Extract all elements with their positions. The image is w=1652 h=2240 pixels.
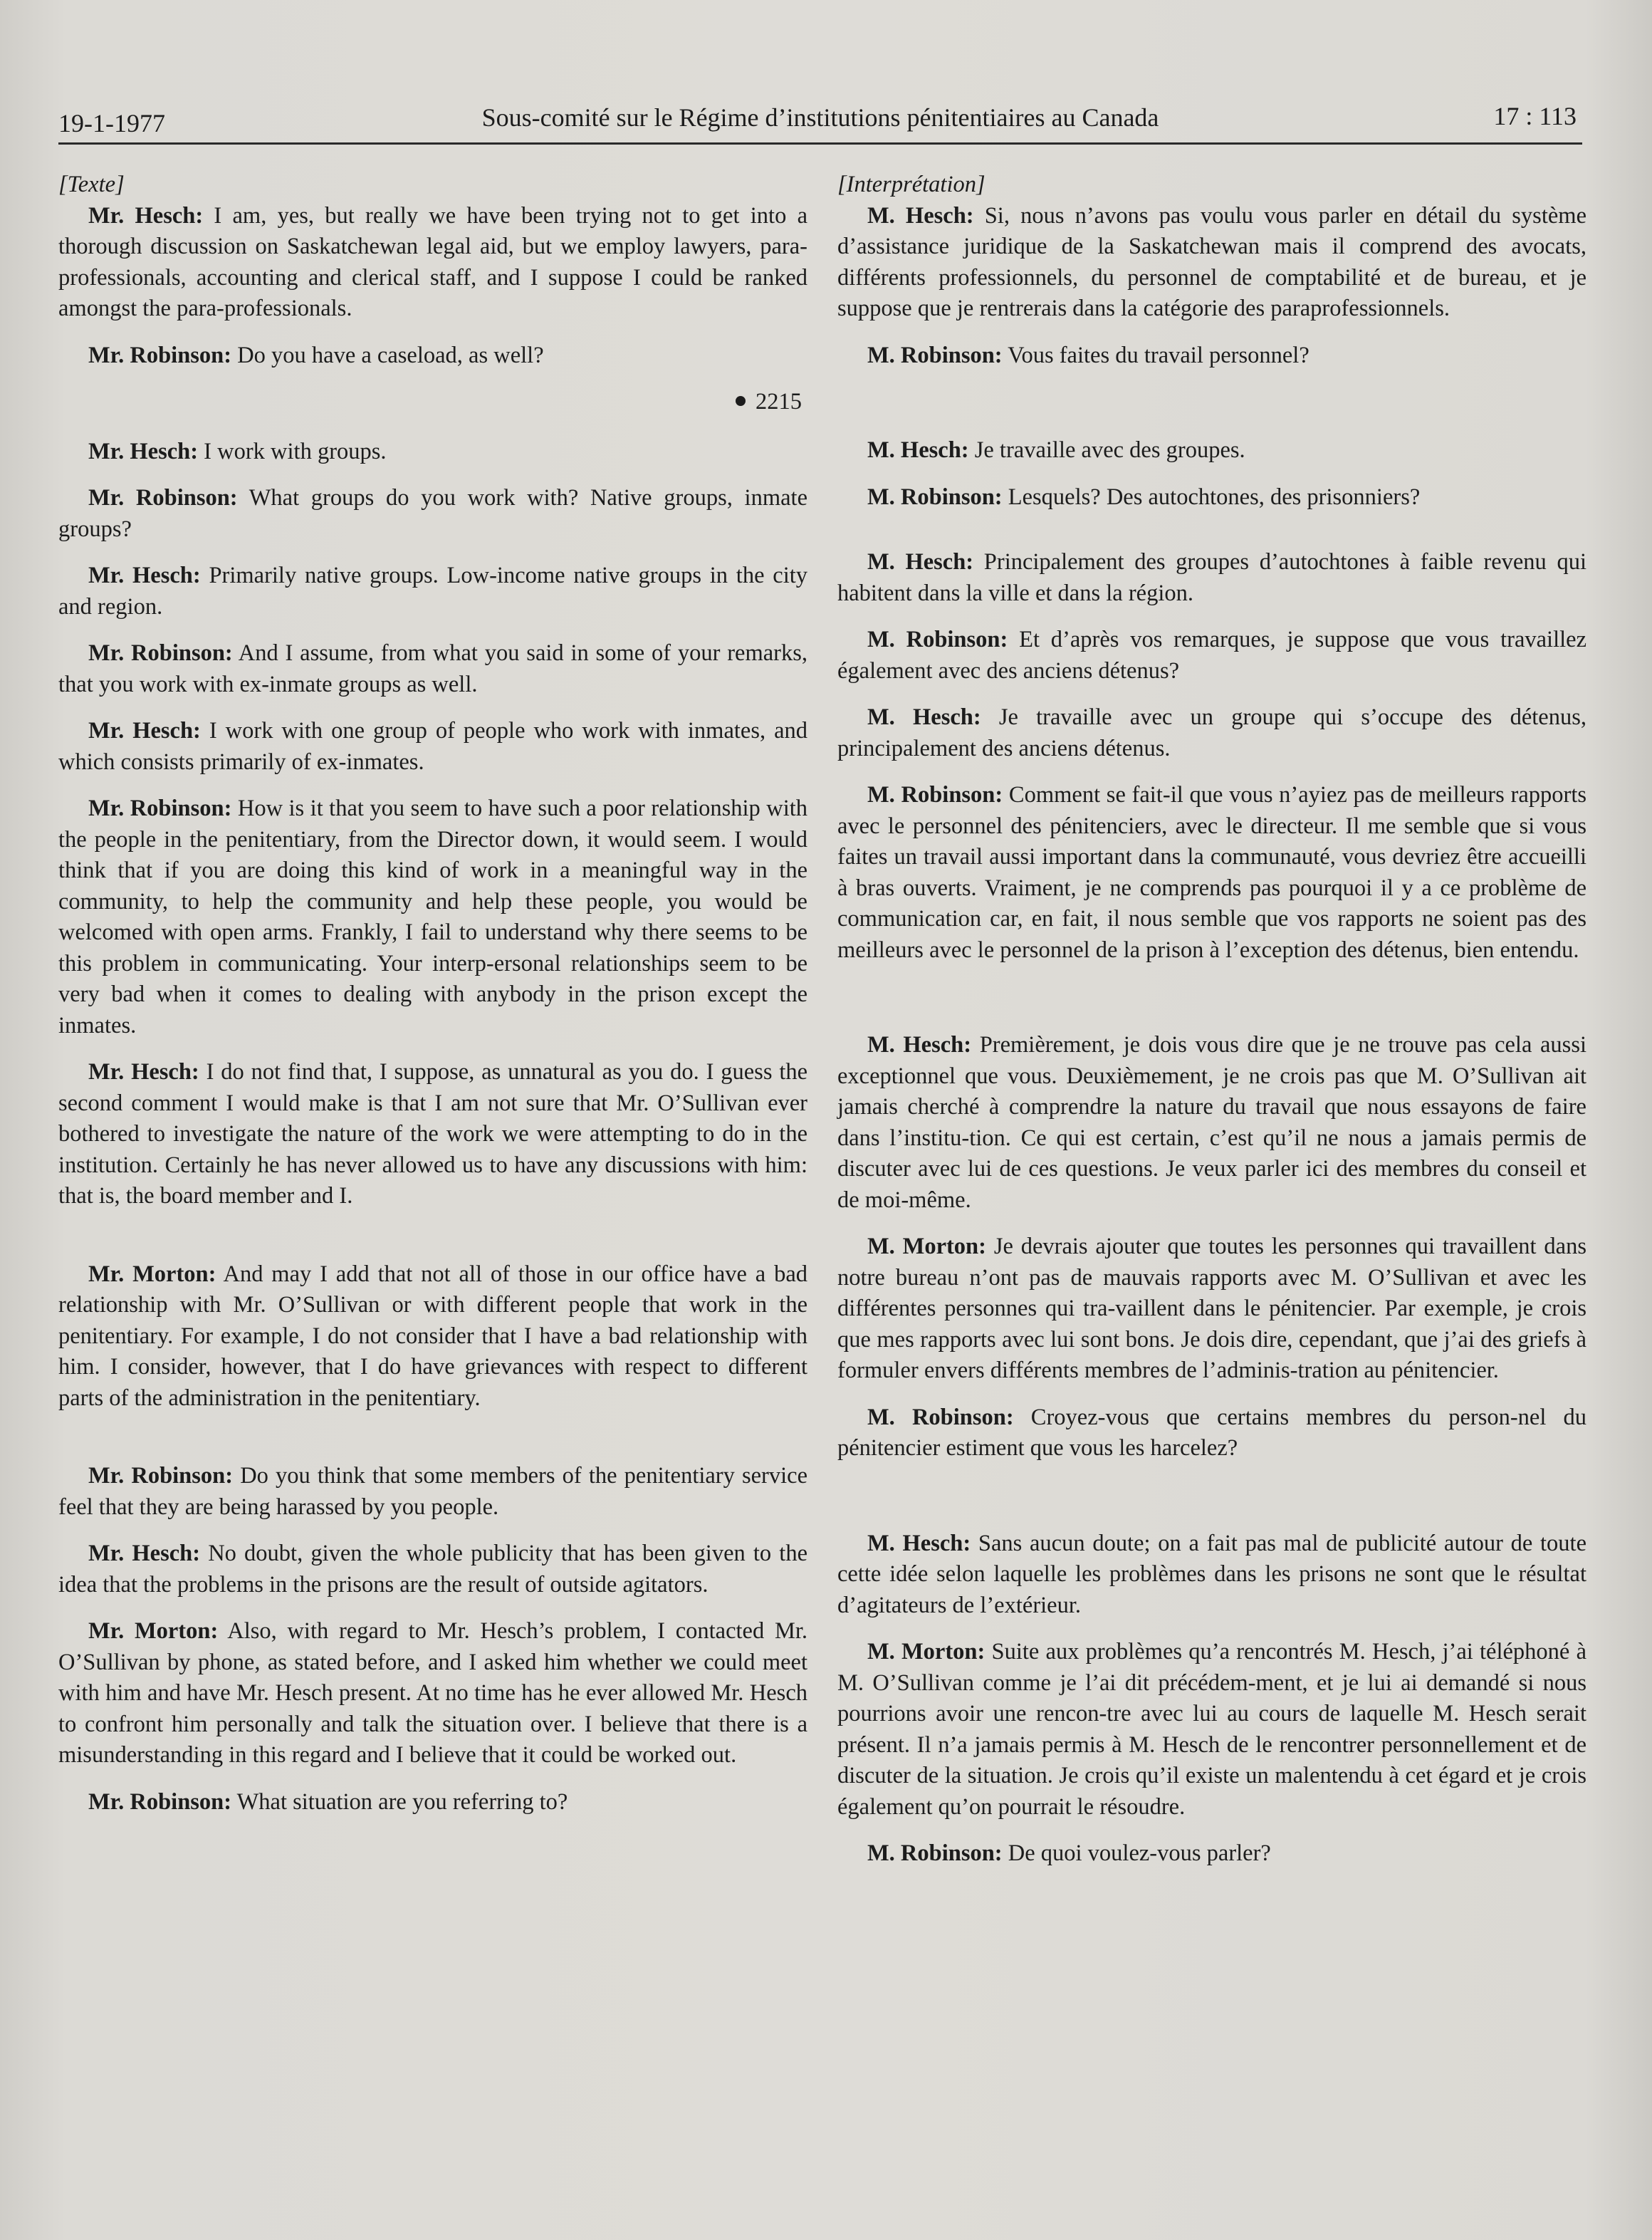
transcript-paragraph (58, 561, 807, 622)
speech-text: And I assume, from what you said in some of your remarks, that you work with ex-inmate groups as well. (58, 640, 807, 697)
speaker-name: M. Morton: (867, 1234, 986, 1259)
transcript-paragraph (837, 1402, 1586, 1464)
transcript-paragraph (837, 1030, 1586, 1216)
speech-text: Je travaille avec des groupes. (974, 437, 1245, 463)
transcript-paragraph (58, 1259, 807, 1415)
speech-text: Do you think that some members of the penitentiary service feel that they are being harassed by you people. (58, 1463, 808, 1520)
transcript-paragraph (837, 1231, 1586, 1387)
speaker-name: M. Hesch: (867, 202, 974, 229)
speech-text: Si, nous n’avons pas voulu vous parler en détail du système d’assistance juridique de la Saskatchewan mais il comprend des avocats, différents professionnels, du personnel de comptabilité et de bureau, et je suppose que je rentrerais dans la catégorie des paraprofessionnels. (837, 202, 1586, 321)
speaker-name: Mr. Robinson: (88, 1463, 234, 1489)
speaker-name: Mr. Morton: (88, 1261, 216, 1287)
speaker-name: M. Hesch: (867, 549, 974, 575)
transcript-paragraph (58, 793, 807, 1041)
bullet-icon (736, 396, 746, 406)
speaker-name: Mr. Robinson: (88, 640, 233, 666)
speaker-name: Mr. Hesch: (88, 202, 204, 229)
transcript-paragraph (837, 435, 1586, 467)
speech-text: Do you have a caseload, as well? (237, 342, 544, 368)
transcript-paragraph (58, 437, 807, 468)
header-date: 19-1-1977 (58, 109, 165, 137)
transcript-paragraph (58, 1538, 807, 1600)
speech-text: Vous faites du travail personnel? (1008, 342, 1309, 368)
speaker-name: Mr. Hesch: (88, 718, 201, 744)
speech-text: Principalement des groupes d’autochtones à faible revenu qui habitent dans la ville et dans la région. (837, 549, 1586, 606)
transcript-paragraph (58, 638, 807, 700)
speech-text: No doubt, given the whole publicity that has been given to the idea that the problems in the prisons are the result of outside agitators. (58, 1541, 808, 1598)
speech-text: Je devrais ajouter que toutes les personnes qui travaillent dans notre bureau n’ont pas de mauvais rapports avec M. O’Sullivan et avec les différentes personnes qui tra-vaillent dans le pénitencier. Par exemple, je crois que mes rapports avec lui sont bons. Je dois dire, cependant, que j’ai des griefs à formuler envers différents membres de l’adminis-tration au pénitencier. (837, 1234, 1586, 1383)
speech-text: Primarily native groups. Low-income native groups in the city and region. (58, 563, 807, 620)
transcript-paragraph (58, 340, 807, 372)
speech-text: I am, yes, but really we have been trying not to get into a thorough discussion on Saskatchewan legal aid, but we employ lawyers, para-professionals, accounting and clerical staff, and I suppose I could be ranked amongst the para-professionals. (58, 202, 807, 321)
speech-text: Et d’après vos remarques, je suppose que vous travaillez également avec des anciens détenus? (837, 627, 1586, 684)
speaker-name: M. Robinson: (867, 627, 1008, 652)
speaker-name: Mr. Robinson: (88, 342, 232, 368)
time-marker (58, 387, 807, 418)
speech-text: Sans aucun doute; on a fait pas mal de publicité autour de toute cette idée selon laquelle les problèmes dans les prisons ne sont que le résultat d’agitateurs de l’extérieur. (837, 1530, 1586, 1618)
transcript-paragraph (837, 547, 1586, 609)
french-column (837, 170, 1586, 2078)
transcript-paragraph (58, 716, 807, 778)
speech-text: And may I add that not all of those in our office have a bad relationship with Mr. O’Sullivan or with different people that work in the penitentiary. For example, I do not consider that I have a bad relationship with him. I consider, however, that I do have grievances with respect to different parts of the administration in the penitentiary. (58, 1261, 807, 1411)
speaker-name: M. Robinson: (867, 342, 1003, 368)
time-marker-text: 2215 (756, 389, 802, 415)
speaker-name: M. Hesch: (867, 1032, 972, 1058)
speech-text: Comment se fait-il que vous n’ayiez pas de meilleurs rapports avec le personnel des pénitenciers, avec le directeur. Il me semble que si vous faites un travail aussi important dans la communauté, vous devriez être accueilli à bras ouverts. Vraiment, je ne comprends pas pourquoi il y a ce problème de communication car, en fait, il nous semble que vos rapports ne soient pas des meilleurs avec le personnel de la prison à l’exception des détenus, bien entendu. (837, 782, 1587, 963)
transcript-paragraph (837, 482, 1586, 514)
speech-text: De quoi voulez-vous parler? (1008, 1840, 1271, 1866)
speech-text: I do not find that, I suppose, as unnatural as you do. I guess the second comment I would make is that I am not sure that Mr. O’Sullivan ever bothered to investigate the nature of the work we were attempting to do in the institution. Certainly he has never allowed us to have any discussions with him: that is, the board member and I. (58, 1059, 808, 1209)
speaker-name: M. Hesch: (867, 1530, 971, 1556)
page-header (58, 98, 1582, 145)
speech-text: Lesquels? Des autochtones, des prisonniers? (1008, 484, 1421, 510)
speech-text: How is it that you seem to have such a poor relationship with the people in the penitentiary, from the Director down, it would seem. I would think that if you are doing this kind of work in a meaningful way in the community, to help the community and help these people, you would be welcomed with open arms. Frankly, I fail to understand why there seems to be this problem in communicating. Your interp-ersonal relationships seem to be very bad when it comes to dealing with anybody in the prison except the inmates. (58, 796, 808, 1038)
speaker-name: Mr. Robinson: (88, 1788, 232, 1815)
speech-text: I work with one group of people who work with inmates, and which consists primarily of ex-inmates. (58, 718, 808, 775)
speech-text: Also, with regard to Mr. Hesch’s problem, I contacted Mr. O’Sullivan by phone, as stated before, and I asked him whether we could meet with him and have Mr. Hesch present. At no time has he ever allowed Mr. Hesch to confront him personally and talk the situation over. I believe that there is a misunderstanding in this regard and I believe that it could be worked out. (58, 1618, 808, 1768)
transcript-paragraph (837, 1838, 1586, 1870)
speaker-name: Mr. Hesch: (88, 438, 199, 464)
english-column (58, 170, 807, 2078)
transcript-paragraph (837, 1637, 1586, 1823)
section-label-interpretation: [Interprétation] (837, 172, 986, 197)
speaker-name: Mr. Morton: (88, 1618, 219, 1644)
transcript-paragraph (58, 1057, 807, 1212)
speaker-name: Mr. Robinson: (88, 485, 238, 511)
speaker-name: M. Hesch: (867, 704, 981, 730)
speaker-name: M. Robinson: (867, 1840, 1003, 1866)
section-label-text: Texte (67, 172, 116, 197)
transcript-paragraph (837, 201, 1586, 325)
transcript-paragraph (837, 625, 1586, 687)
transcript-paragraph (58, 1787, 807, 1818)
transcript-paragraph (837, 780, 1586, 966)
speaker-name: Mr. Hesch: (88, 1059, 199, 1085)
transcript-paragraph (837, 340, 1586, 372)
transcript-paragraph (837, 702, 1586, 764)
speaker-name: M. Robinson: (867, 1404, 1014, 1430)
transcript-paragraph (58, 1461, 807, 1523)
speaker-name: M. Morton: (867, 1639, 986, 1665)
speech-text: Premièrement, je dois vous dire que je ne trouve pas cela aussi exceptionnel que vous. Deuxièmement, je ne crois pas que M. O’Sullivan ait jamais cherché à comprendre la nature du travail que nous essayons de faire dans l’institu-tion. Ce qui est certain, c’est qu’il ne nous a jamais permis de discuter avec lui de ces questions. Je veux parler ici des membres du conseil et de moi-même. (837, 1032, 1586, 1213)
transcript-paragraph (837, 1528, 1586, 1622)
speaker-name: M. Hesch: (867, 437, 969, 463)
header-page-number: 17 : 113 (1493, 102, 1577, 130)
speech-text: Suite aux problèmes qu’a rencontrés M. Hesch, j’ai téléphoné à M. O’Sullivan comme je l’ai dit précédem-ment, et je lui ai demandé si nous pourrions avoir une rencon-tre avec lui au cours de laquelle M. Hesch serait présent. Il n’a jamais permis à M. Hesch de le rencontrer personnellement et de discuter de la situation. Je crois qu’il existe un malentendu à cet égard et je crois également qu’on pourrait le résoudre. (837, 1639, 1586, 1820)
speaker-name: M. Robinson: (867, 782, 1003, 808)
section-label-text: Interprétation (846, 172, 976, 197)
speech-text: I work with groups. (204, 438, 387, 464)
speech-text: Je travaille avec un groupe qui s’occupe des détenus, principalement des anciens détenus. (837, 704, 1586, 761)
speech-text: Croyez-vous que certains membres du person-nel du pénitencier estiment que vous les harcelez? (837, 1404, 1587, 1461)
speech-text: What situation are you referring to? (236, 1788, 568, 1815)
transcript-paragraph (58, 483, 807, 545)
transcript-paragraph (58, 1616, 807, 1771)
speaker-name: Mr. Hesch: (88, 563, 201, 588)
transcript-paragraph (58, 201, 807, 325)
speaker-name: Mr. Hesch: (88, 1541, 201, 1566)
section-label-texte: [Texte] (58, 172, 125, 197)
speaker-name: Mr. Robinson: (88, 796, 232, 821)
speaker-name: M. Robinson: (867, 484, 1003, 510)
speech-text: What groups do you work with? Native groups, inmate groups? (58, 485, 807, 542)
header-title: Sous-comité sur le Régime d’institutions pénitentiaires au Canada (481, 103, 1159, 132)
